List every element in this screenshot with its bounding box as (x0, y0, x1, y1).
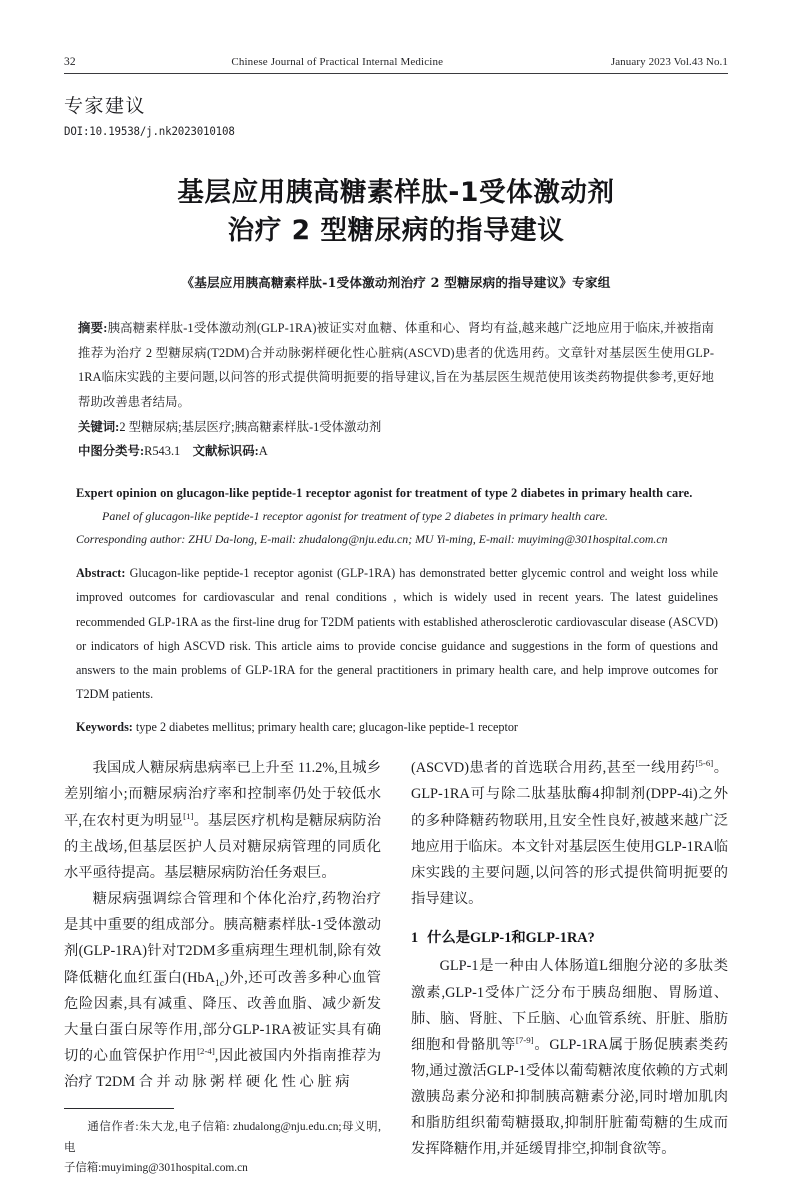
hba1c-subscript: 1c (214, 977, 225, 989)
citation-ref-1: [1] (183, 810, 194, 821)
doc-code-label: 文献标识码: (192, 444, 259, 459)
page-content (64, 56, 728, 1178)
keywords-english-label: Keywords: (76, 720, 133, 735)
abstract-chinese-label: 摘要: (78, 321, 108, 336)
right-p2-part-b: 。GLP-1RA属于肠促胰素类药物,通过激活GLP-1受体以葡萄糖浓度依赖的方式刺激胰岛素分泌和抑制胰高糖素分泌,同时增加肌肉和脂肪组织葡萄糖摄取,抑制肝脏葡萄糖的生成而发挥降糖作用,并延缓胃排空,抑制食欲等。 (411, 1036, 729, 1158)
left-p2-part-b: )外,还可改善多种心血管危险因素,具有减重、降压、改善血脂、减少新发大量白蛋白尿等作用,部分GLP-1RA被证实具有确切的心血管保护作用 (64, 969, 381, 1065)
journal-name: Chinese Journal of Practical Internal Medicine (231, 56, 444, 68)
citation-ref-4: [7-9] (515, 1035, 534, 1046)
section-heading-1 (411, 925, 728, 951)
keywords-chinese-text: 2 型糖尿病;基层医疗;胰高糖素样肽-1受体激动剂 (119, 419, 382, 434)
running-head (64, 56, 728, 74)
left-paragraph-2 (64, 886, 381, 1095)
clc-value: R543.1 (144, 444, 181, 459)
section-number: 1 (411, 930, 419, 947)
abstract-english (76, 561, 718, 706)
english-panel (76, 505, 718, 528)
footnote-line-1: 通信作者:朱大龙,电子信箱: zhudalong@nju.edu.cn;母义明,电 (64, 1121, 381, 1154)
left-paragraph-1 (64, 755, 381, 886)
body-column-right (411, 755, 728, 1162)
english-panel-text: Panel of glucagon-like peptide-1 receptor agonist for treatment of type 2 diabetes in primary health care. (102, 508, 608, 523)
footnote (64, 1108, 381, 1178)
abstract-chinese (64, 316, 728, 414)
citation-ref-2: [2-4] (197, 1046, 215, 1057)
english-title: Expert opinion on glucagon-like peptide-1 receptor agonist for treatment of type 2 diabetes in primary health care. (76, 485, 693, 500)
body-column-left (64, 755, 381, 1178)
body-columns (64, 755, 728, 1178)
right-p2-part-a: GLP-1是一种由人体肠道L细胞分泌的多肽类激素,GLP-1受体广泛分布于胰岛细胞、胃肠道、肺、脑、肾脏、下丘脑、心血管系统、肝脏、脂肪细胞和骨骼肌等 (411, 958, 728, 1053)
footnote-line-2: 子信箱:muyiming@301hospital.com.cn (64, 1161, 248, 1174)
keywords-english-text: type 2 diabetes mellitus; primary health care; glucagon-like peptide-1 receptor (135, 720, 518, 735)
keywords-english (76, 715, 718, 739)
right-p1-part-b: 。GLP-1RA可与除二肽基肽酶4抑制剂(DPP-4i)之外的多种降糖药物联用,且安全性良好,被越来越广泛地应用于临床。本文针对基层医生使用GLP-1RA临床实践的主要问题,以问答的形式提供简明扼要的指导建议。 (411, 760, 728, 908)
title-block (64, 174, 728, 291)
classification-line (64, 439, 728, 464)
corresponding-author-line: Corresponding author: ZHU Da-long, E-mail: zhudalong@nju.edu.cn; MU Yi-ming, E-mail: muyiming@301hospital.com.cn (76, 532, 668, 547)
doc-code-value: A (258, 444, 268, 459)
left-p1-part-a: 我国成人糖尿病患病率已上升至 11.2%,且城乡差别缩小;而糖尿病治疗率和控制率仍处于较低水平,在农村更为明显 (64, 760, 381, 829)
article-kicker-block (64, 91, 728, 138)
abstract-english-label: Abstract: (76, 566, 126, 581)
doi-text: DOI:10.19538/j.nk2023010108 (64, 124, 235, 138)
english-block (64, 481, 728, 740)
keywords-chinese (64, 415, 728, 440)
page-title-line-1: 基层应用胰高糖素样肽-1受体激动剂 (177, 177, 615, 208)
abstract-chinese-text: 胰高糖素样肽-1受体激动剂(GLP-1RA)被证实对血糖、体重和心、肾均有益,越来越广泛地应用于临床,并被指南推荐为治疗 2 型糖尿病(T2DM)合并动脉粥样硬化性心脏病(ASCVD)患者的优选用药。文章针对基层医生使用GLP-1RA临床实践的主要问题,以问答的形式提供简明扼要的指导建议,旨在为基层医生规范使用该类药物提供参考,更好地帮助改善患者结局。 (78, 321, 714, 409)
abstract-english-text: Glucagon-like peptide-1 receptor agonist (GLP-1RA) has demonstrated better glycemic control and weight loss while improved outcomes for cardiovascular and renal conditions , which is widely used in recent years. The latest guidelines recommended GLP-1RA as the first-line drug for T2DM patients with established atherosclerotic cardiovascular disease (ASCVD) or indicators of high ASCVD risk. This article aims to provide concise guidance and suggestions in the form of questions and answers to the main problems of GLP-1RA for the general practitioners in primary health care, and help improve outcomes for T2DM patients. (76, 566, 719, 701)
left-p1-part-b: 。基层医疗机构是糖尿病防治的主战场,但基层医护人员对糖尿病管理的同质化水平亟待提高。基层糖尿病防治任务艰巨。 (64, 812, 382, 881)
left-p2-part-a: 糖尿病强调综合管理和个体化治疗,药物治疗是其中重要的组成部分。胰高糖素样肽-1受体激动剂(GLP-1RA)针对T2DM多重病理生理机制,除有效降低糖化血红蛋白(HbA (64, 891, 381, 986)
right-p1-part-a: (ASCVD)患者的首选联合用药,甚至一线用药 (411, 760, 696, 777)
section-title: 什么是GLP-1和GLP-1RA? (427, 930, 595, 947)
issue-info: January 2023 Vol.43 No.1 (610, 56, 728, 68)
section-kicker: 专家建议 (64, 95, 147, 117)
left-p2-part-c: ,因此被国内外指南推荐为治疗 T2DM 合 并 动 脉 粥 样 硬 化 性 心 脏 病 (64, 1048, 382, 1091)
clc-label: 中图分类号: (78, 444, 145, 459)
right-paragraph-1 (411, 755, 728, 912)
right-paragraph-2 (411, 953, 728, 1162)
citation-ref-3: [5-6] (695, 758, 714, 769)
author-group: 《基层应用胰高糖素样肽-1受体激动剂治疗 2 型糖尿病的指导建议》专家组 (181, 275, 611, 291)
page-number: 32 (64, 56, 76, 68)
page-title-line-2: 治疗 2 型糖尿病的指导建议 (227, 214, 565, 246)
keywords-chinese-label: 关键词: (78, 419, 120, 434)
